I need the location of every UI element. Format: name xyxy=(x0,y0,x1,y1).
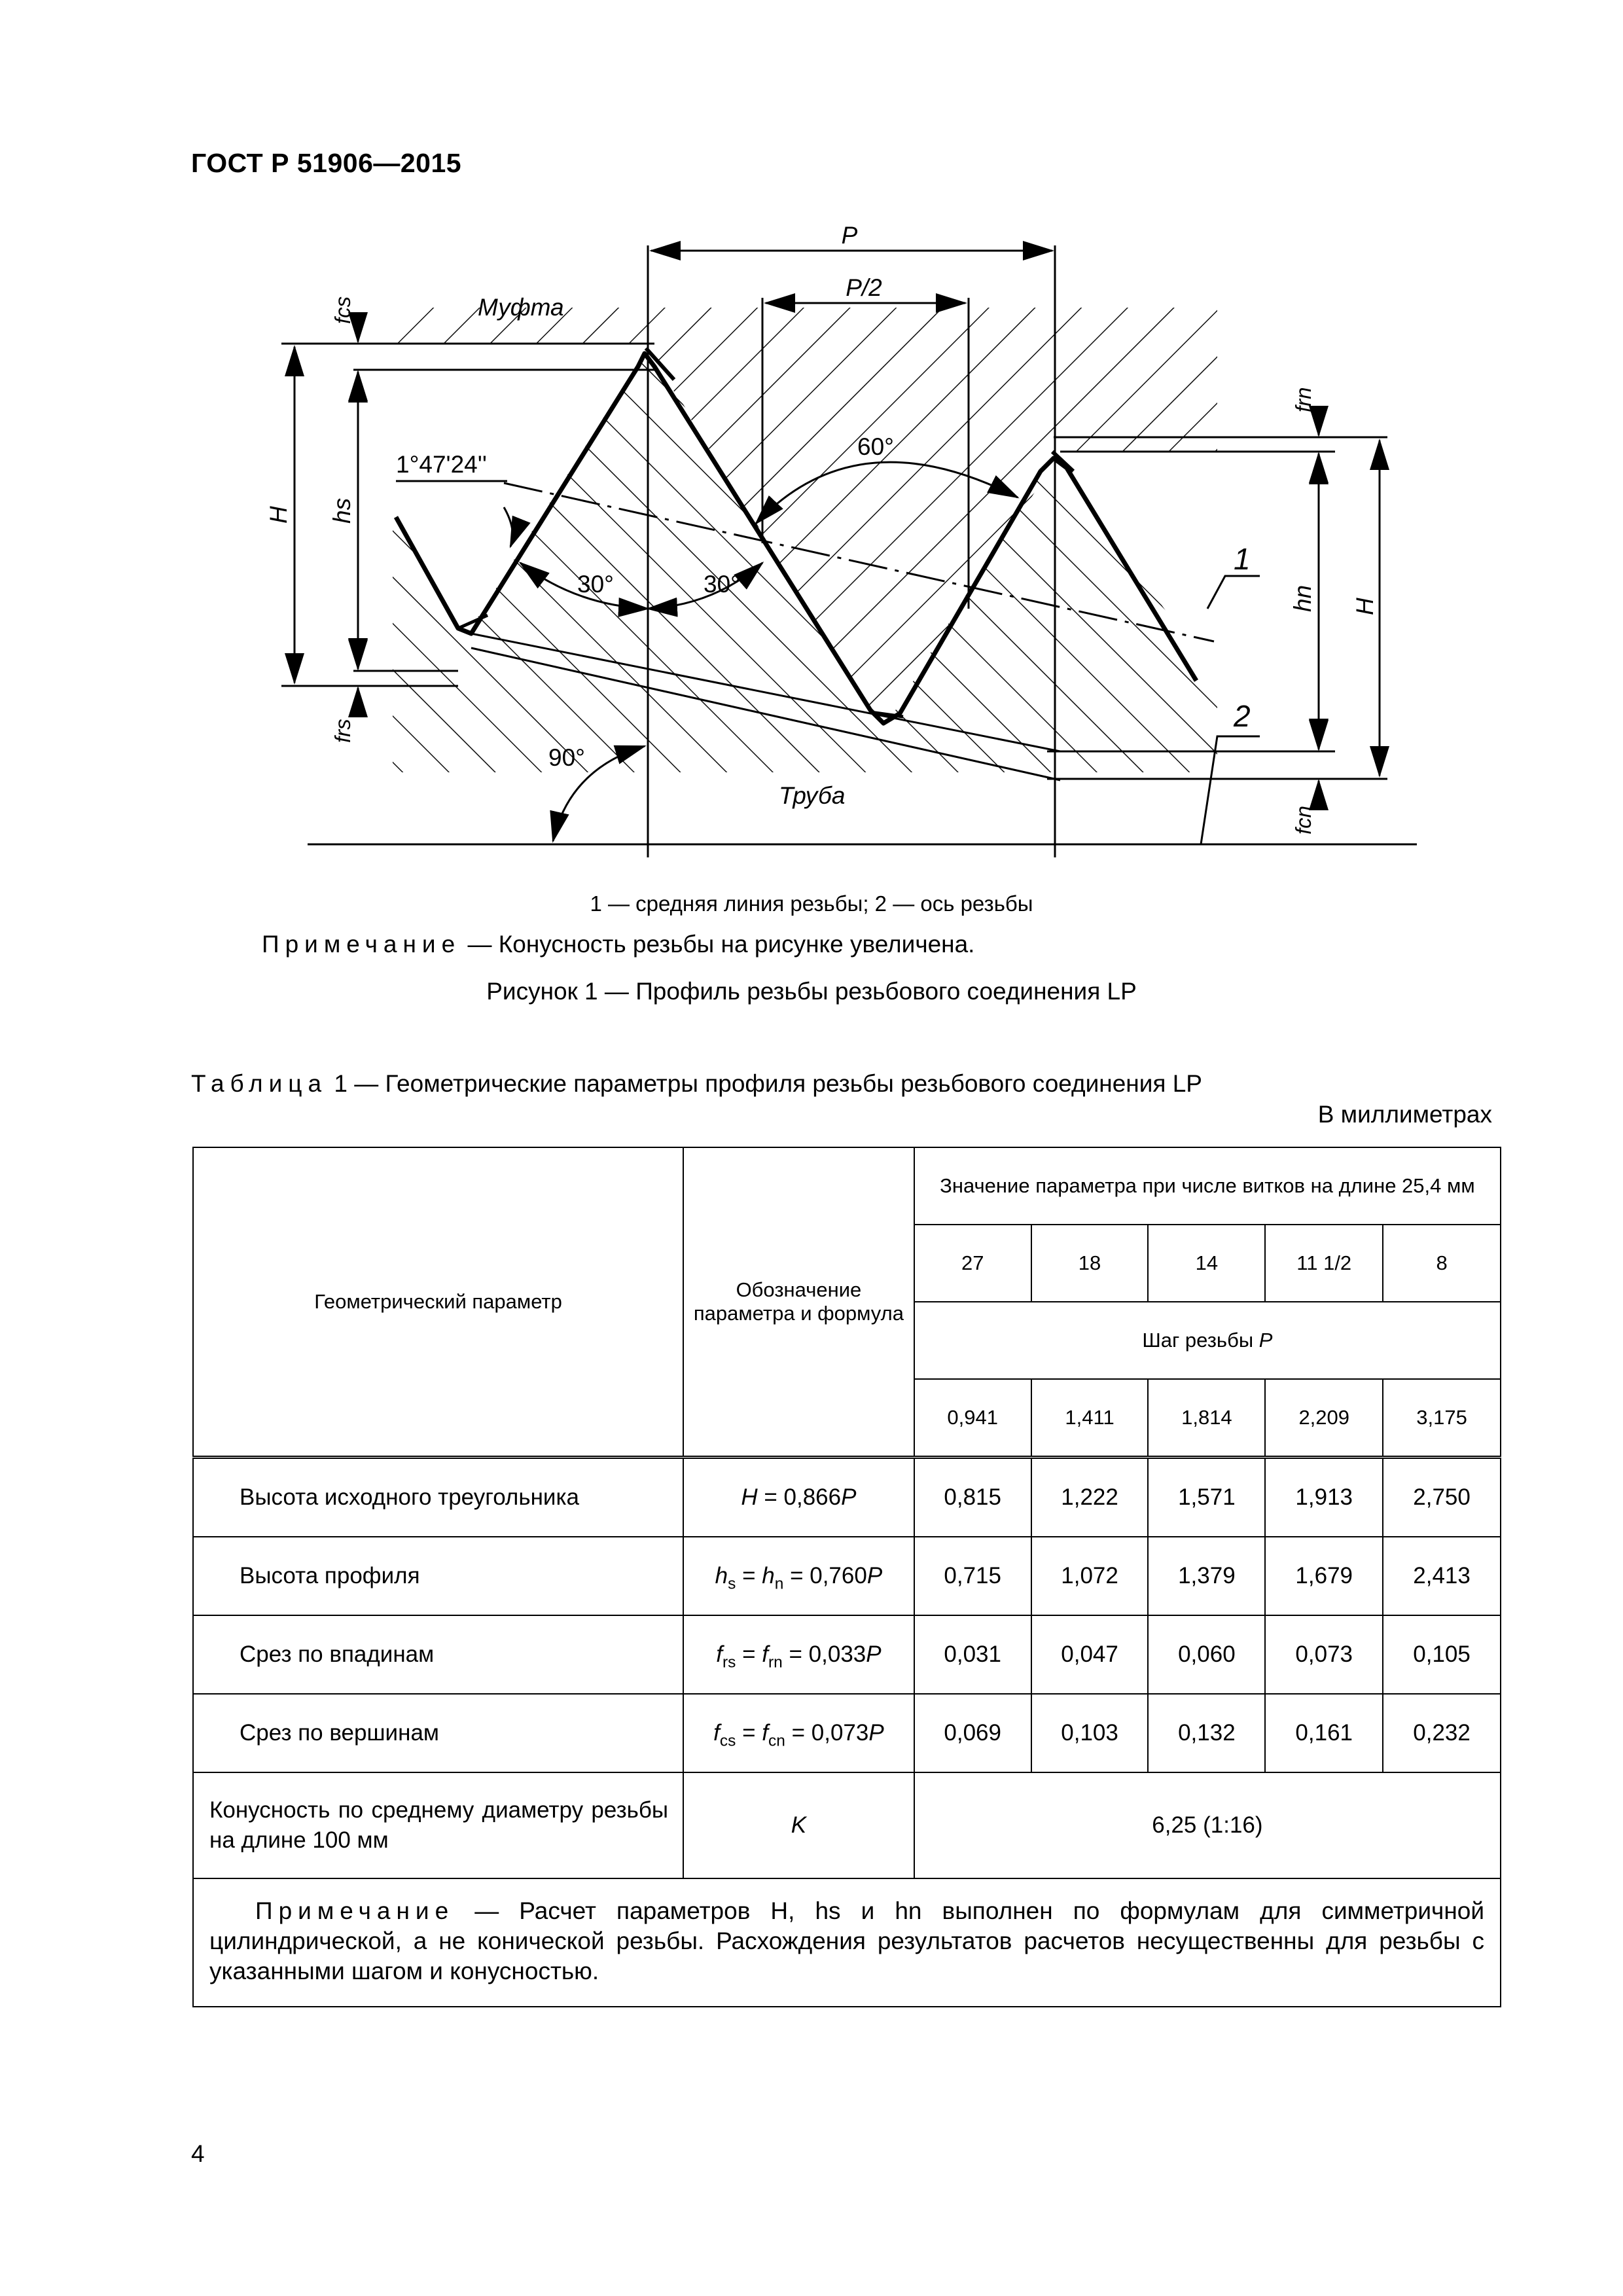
row-formula: $h_s = h_n = 0,760P$ xyxy=(683,1537,914,1615)
row-value: 1,571 xyxy=(1148,1458,1265,1537)
table-note-label: Примечание xyxy=(255,1897,455,1924)
pitch-cell: 1,814 xyxy=(1148,1379,1265,1458)
row-name: Срез по впадинам xyxy=(193,1615,683,1694)
page-number: 4 xyxy=(191,2140,205,2167)
label-angle-30-left: 30° xyxy=(577,571,614,598)
label-hs: hs xyxy=(329,497,355,524)
taper-name: Конусность по среднему диаметру резьбы на длине 100 мм xyxy=(193,1772,683,1878)
table-note-row xyxy=(193,1878,1501,2007)
label-angle-90: 90° xyxy=(548,744,585,771)
label-frs: frs xyxy=(330,719,355,743)
row-value: 0,232 xyxy=(1383,1694,1501,1772)
table-title xyxy=(191,1070,1202,1098)
table-row xyxy=(193,1537,1501,1615)
row-value: 0,031 xyxy=(914,1615,1031,1694)
row-value: 0,132 xyxy=(1148,1694,1265,1772)
row-value: 2,413 xyxy=(1383,1537,1501,1615)
label-pipe: Труба xyxy=(779,782,846,809)
row-value: 0,069 xyxy=(914,1694,1031,1772)
label-coupling: Муфта xyxy=(478,294,564,321)
label-angle-60: 60° xyxy=(857,433,894,460)
row-name: Высота профиля xyxy=(193,1537,683,1615)
table-header-row xyxy=(193,1147,1501,1225)
header-designation: Обозначение параметра и формула xyxy=(683,1147,914,1458)
pitch-symbol: P xyxy=(1258,1329,1273,1352)
label-taper-angle: 1°47'24'' xyxy=(396,451,487,478)
row-formula: $f_{cs} = f_{cn} = 0,073P$ xyxy=(683,1694,914,1772)
label-angle-30-right: 30° xyxy=(704,571,740,598)
table-row xyxy=(193,1694,1501,1772)
row-name: Срез по вершинам xyxy=(193,1694,683,1772)
taper-value: 6,25 (1:16) xyxy=(914,1772,1501,1878)
table-title-text: 1 — Геометрические параметры профиля резьбы резьбового соединения LP xyxy=(327,1070,1202,1097)
pitch-label xyxy=(914,1302,1501,1379)
pitch-cell: 3,175 xyxy=(1383,1379,1501,1458)
table-label: Таблица xyxy=(191,1070,328,1097)
table-units: В миллиметрах xyxy=(1317,1101,1492,1128)
row-value: 0,815 xyxy=(914,1458,1031,1537)
row-name: Высота исходного треугольника xyxy=(193,1458,683,1537)
table-row xyxy=(193,1615,1501,1694)
table-row-taper xyxy=(193,1772,1501,1878)
threads-cell: 8 xyxy=(1383,1225,1501,1302)
threads-cell: 18 xyxy=(1031,1225,1149,1302)
label-hn: hn xyxy=(1289,584,1316,612)
row-value: 0,161 xyxy=(1265,1694,1383,1772)
taper-symbol: K xyxy=(683,1772,914,1878)
row-formula: H = 0,866P xyxy=(683,1458,914,1537)
figure-note-label: Примечание xyxy=(262,931,461,958)
label-P-half: P/2 xyxy=(846,274,882,301)
row-formula: $f_{rs} = f_{rn} = 0,033P$ xyxy=(683,1615,914,1694)
row-value: 2,750 xyxy=(1383,1458,1501,1537)
figure-note-text: — Конусность резьбы на рисунке увеличена. xyxy=(461,931,975,958)
figure-note xyxy=(262,931,974,958)
threads-cell: 27 xyxy=(914,1225,1031,1302)
pitch-cell: 0,941 xyxy=(914,1379,1031,1458)
label-H-left: H xyxy=(265,506,292,524)
row-value: 0,715 xyxy=(914,1537,1031,1615)
document-header: ГОСТ Р 51906—2015 xyxy=(191,148,462,178)
row-value: 0,060 xyxy=(1148,1615,1265,1694)
parameters-table xyxy=(192,1147,1501,2007)
label-frn: frn xyxy=(1291,387,1315,412)
label-H-right: H xyxy=(1351,598,1378,615)
pitch-label-text: Шаг резьбы xyxy=(1142,1329,1254,1352)
label-P: P xyxy=(841,222,858,249)
threads-cell: 14 xyxy=(1148,1225,1265,1302)
pitch-cell: 2,209 xyxy=(1265,1379,1383,1458)
label-fcn: fcn xyxy=(1291,805,1315,834)
table-note-text: — Расчет параметров H, hs и hn выполнен по формулам для симметричной цилиндрической, а не конической резьбы. Расхождения результатов расчетов несущественны для резьбы с указанными шагом и конусностью. xyxy=(209,1897,1484,1984)
row-value: 0,105 xyxy=(1383,1615,1501,1694)
header-value: Значение параметра при числе витков на длине 25,4 мм xyxy=(914,1147,1501,1225)
thread-profile-figure xyxy=(0,0,1623,884)
table-note xyxy=(193,1878,1501,2007)
callout-2: 2 xyxy=(1234,699,1251,733)
row-value: 0,073 xyxy=(1265,1615,1383,1694)
row-value: 1,222 xyxy=(1031,1458,1149,1537)
row-value: 0,047 xyxy=(1031,1615,1149,1694)
row-value: 1,072 xyxy=(1031,1537,1149,1615)
row-value: 1,679 xyxy=(1265,1537,1383,1615)
figure-legend: 1 — средняя линия резьбы; 2 — ось резьбы xyxy=(590,891,1033,916)
pitch-cell: 1,411 xyxy=(1031,1379,1149,1458)
row-value: 1,379 xyxy=(1148,1537,1265,1615)
callout-1: 1 xyxy=(1234,542,1251,576)
figure-caption: Рисунок 1 — Профиль резьбы резьбового соединения LP xyxy=(486,978,1137,1005)
table-row xyxy=(193,1458,1501,1537)
header-param: Геометрический параметр xyxy=(193,1147,683,1458)
row-value: 0,103 xyxy=(1031,1694,1149,1772)
label-fcs: fcs xyxy=(330,296,355,324)
threads-cell: 11 1/2 xyxy=(1265,1225,1383,1302)
row-value: 1,913 xyxy=(1265,1458,1383,1537)
